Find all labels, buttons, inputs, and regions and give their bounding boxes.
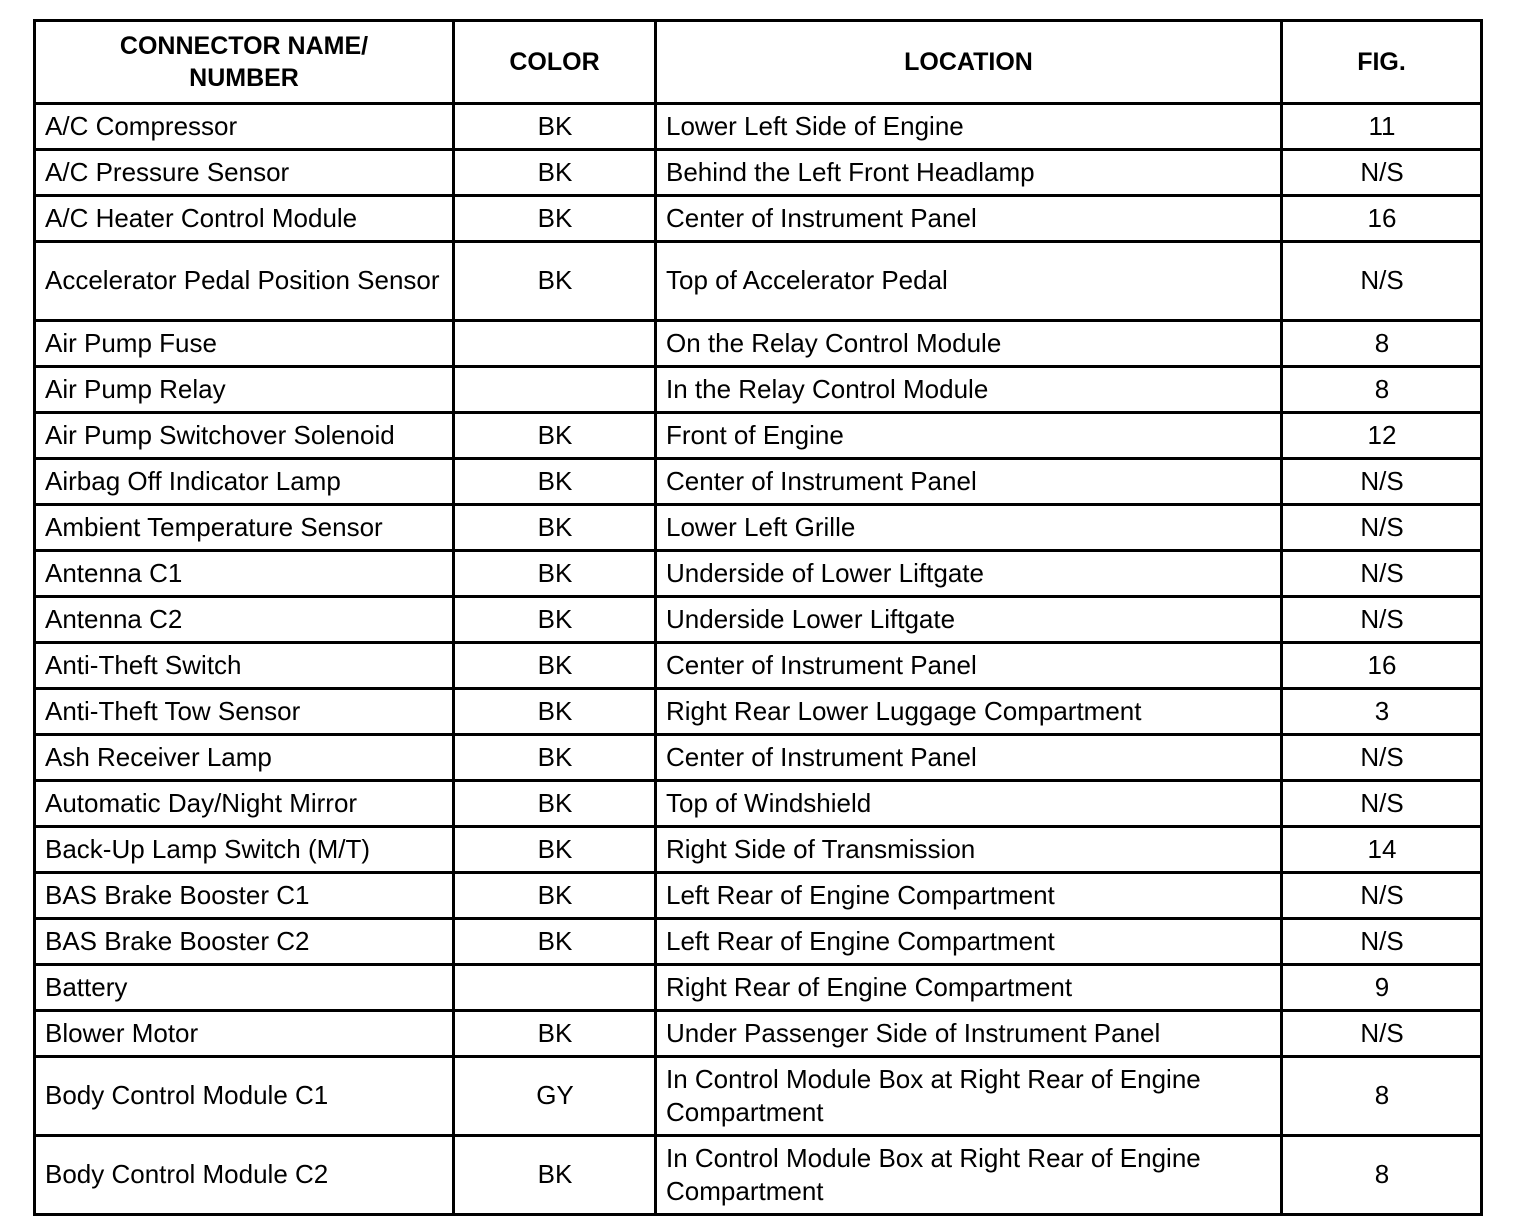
cell-connector-name: BAS Brake Booster C1 bbox=[35, 873, 454, 919]
table-row bbox=[35, 781, 1482, 827]
cell-fig: N/S bbox=[1282, 1011, 1482, 1057]
cell-connector-name: Air Pump Relay bbox=[35, 367, 454, 413]
table-row bbox=[35, 827, 1482, 873]
cell-location: Left Rear of Engine Compartment bbox=[656, 919, 1282, 965]
cell-color: GY bbox=[454, 1057, 656, 1136]
cell-color: BK bbox=[454, 873, 656, 919]
cell-fig: N/S bbox=[1282, 505, 1482, 551]
cell-fig: 9 bbox=[1282, 965, 1482, 1011]
table-row bbox=[35, 1011, 1482, 1057]
cell-connector-name: Ash Receiver Lamp bbox=[35, 735, 454, 781]
cell-fig: N/S bbox=[1282, 873, 1482, 919]
cell-connector-name: Accelerator Pedal Position Sensor bbox=[35, 242, 454, 321]
cell-location: In Control Module Box at Right Rear of Engine Compartment bbox=[656, 1057, 1282, 1136]
table-row bbox=[35, 104, 1482, 150]
cell-connector-name: Ambient Temperature Sensor bbox=[35, 505, 454, 551]
header-location: LOCATION bbox=[656, 21, 1282, 104]
header-row bbox=[35, 21, 1482, 104]
cell-fig: 11 bbox=[1282, 104, 1482, 150]
cell-fig: N/S bbox=[1282, 150, 1482, 196]
cell-location: Top of Accelerator Pedal bbox=[656, 242, 1282, 321]
cell-fig: N/S bbox=[1282, 242, 1482, 321]
table-row bbox=[35, 242, 1482, 321]
cell-fig: 8 bbox=[1282, 1057, 1482, 1136]
cell-fig: N/S bbox=[1282, 735, 1482, 781]
cell-color: BK bbox=[454, 689, 656, 735]
cell-location: Behind the Left Front Headlamp bbox=[656, 150, 1282, 196]
cell-connector-name: Body Control Module C2 bbox=[35, 1136, 454, 1215]
cell-color: BK bbox=[454, 551, 656, 597]
cell-connector-name: Blower Motor bbox=[35, 1011, 454, 1057]
table-row bbox=[35, 505, 1482, 551]
cell-location: On the Relay Control Module bbox=[656, 321, 1282, 367]
cell-color: BK bbox=[454, 413, 656, 459]
cell-connector-name: A/C Heater Control Module bbox=[35, 196, 454, 242]
cell-connector-name: Anti-Theft Switch bbox=[35, 643, 454, 689]
table-row bbox=[35, 321, 1482, 367]
table-row bbox=[35, 919, 1482, 965]
header-connector-name bbox=[35, 21, 454, 104]
table-row bbox=[35, 551, 1482, 597]
cell-connector-name: Automatic Day/Night Mirror bbox=[35, 781, 454, 827]
cell-connector-name: Back-Up Lamp Switch (M/T) bbox=[35, 827, 454, 873]
cell-location: Lower Left Grille bbox=[656, 505, 1282, 551]
cell-location: Right Side of Transmission bbox=[656, 827, 1282, 873]
cell-color: BK bbox=[454, 196, 656, 242]
cell-color: BK bbox=[454, 1136, 656, 1215]
table-row bbox=[35, 597, 1482, 643]
cell-fig: N/S bbox=[1282, 459, 1482, 505]
cell-color: BK bbox=[454, 459, 656, 505]
header-connector-name-line2: NUMBER bbox=[189, 63, 299, 92]
cell-location: Center of Instrument Panel bbox=[656, 459, 1282, 505]
cell-fig: 16 bbox=[1282, 643, 1482, 689]
cell-fig: 8 bbox=[1282, 367, 1482, 413]
header-fig: FIG. bbox=[1282, 21, 1482, 104]
cell-fig: N/S bbox=[1282, 781, 1482, 827]
header-color: COLOR bbox=[454, 21, 656, 104]
cell-location: Under Passenger Side of Instrument Panel bbox=[656, 1011, 1282, 1057]
cell-location: Underside of Lower Liftgate bbox=[656, 551, 1282, 597]
table-row bbox=[35, 459, 1482, 505]
cell-color: BK bbox=[454, 1011, 656, 1057]
cell-location: Lower Left Side of Engine bbox=[656, 104, 1282, 150]
cell-color bbox=[454, 965, 656, 1011]
table-row bbox=[35, 150, 1482, 196]
cell-location: Top of Windshield bbox=[656, 781, 1282, 827]
table-header bbox=[35, 21, 1482, 104]
cell-connector-name: Antenna C2 bbox=[35, 597, 454, 643]
table-row bbox=[35, 367, 1482, 413]
table-row bbox=[35, 196, 1482, 242]
cell-color: BK bbox=[454, 781, 656, 827]
cell-color bbox=[454, 367, 656, 413]
cell-fig: 14 bbox=[1282, 827, 1482, 873]
cell-connector-name: Air Pump Switchover Solenoid bbox=[35, 413, 454, 459]
cell-fig: 8 bbox=[1282, 321, 1482, 367]
cell-color: BK bbox=[454, 150, 656, 196]
cell-fig: 3 bbox=[1282, 689, 1482, 735]
cell-color: BK bbox=[454, 919, 656, 965]
cell-location: Left Rear of Engine Compartment bbox=[656, 873, 1282, 919]
cell-color bbox=[454, 321, 656, 367]
cell-location: Center of Instrument Panel bbox=[656, 196, 1282, 242]
table-row bbox=[35, 1057, 1482, 1136]
cell-location: Right Rear of Engine Compartment bbox=[656, 965, 1282, 1011]
connector-table bbox=[33, 19, 1483, 1216]
cell-color: BK bbox=[454, 827, 656, 873]
cell-color: BK bbox=[454, 242, 656, 321]
cell-fig: N/S bbox=[1282, 597, 1482, 643]
table-row bbox=[35, 689, 1482, 735]
cell-connector-name: Battery bbox=[35, 965, 454, 1011]
cell-connector-name: Anti-Theft Tow Sensor bbox=[35, 689, 454, 735]
cell-connector-name: Air Pump Fuse bbox=[35, 321, 454, 367]
table-body bbox=[35, 104, 1482, 1215]
cell-location: Underside Lower Liftgate bbox=[656, 597, 1282, 643]
table-row bbox=[35, 1136, 1482, 1215]
cell-fig: N/S bbox=[1282, 919, 1482, 965]
cell-connector-name: Body Control Module C1 bbox=[35, 1057, 454, 1136]
cell-connector-name: A/C Pressure Sensor bbox=[35, 150, 454, 196]
table-row bbox=[35, 643, 1482, 689]
table-row bbox=[35, 735, 1482, 781]
cell-color: BK bbox=[454, 643, 656, 689]
cell-connector-name: BAS Brake Booster C2 bbox=[35, 919, 454, 965]
header-connector-name-line1: CONNECTOR NAME/ bbox=[119, 31, 369, 60]
cell-fig: N/S bbox=[1282, 551, 1482, 597]
cell-location: In Control Module Box at Right Rear of Engine Compartment bbox=[656, 1136, 1282, 1215]
table-row bbox=[35, 873, 1482, 919]
cell-color: BK bbox=[454, 597, 656, 643]
cell-color: BK bbox=[454, 104, 656, 150]
cell-color: BK bbox=[454, 735, 656, 781]
cell-location: Center of Instrument Panel bbox=[656, 643, 1282, 689]
cell-fig: 16 bbox=[1282, 196, 1482, 242]
cell-location: In the Relay Control Module bbox=[656, 367, 1282, 413]
cell-connector-name: A/C Compressor bbox=[35, 104, 454, 150]
cell-fig: 8 bbox=[1282, 1136, 1482, 1215]
cell-color: BK bbox=[454, 505, 656, 551]
cell-connector-name: Antenna C1 bbox=[35, 551, 454, 597]
table-row bbox=[35, 965, 1482, 1011]
cell-location: Right Rear Lower Luggage Compartment bbox=[656, 689, 1282, 735]
table-row bbox=[35, 413, 1482, 459]
cell-location: Front of Engine bbox=[656, 413, 1282, 459]
cell-fig: 12 bbox=[1282, 413, 1482, 459]
cell-location: Center of Instrument Panel bbox=[656, 735, 1282, 781]
cell-connector-name: Airbag Off Indicator Lamp bbox=[35, 459, 454, 505]
